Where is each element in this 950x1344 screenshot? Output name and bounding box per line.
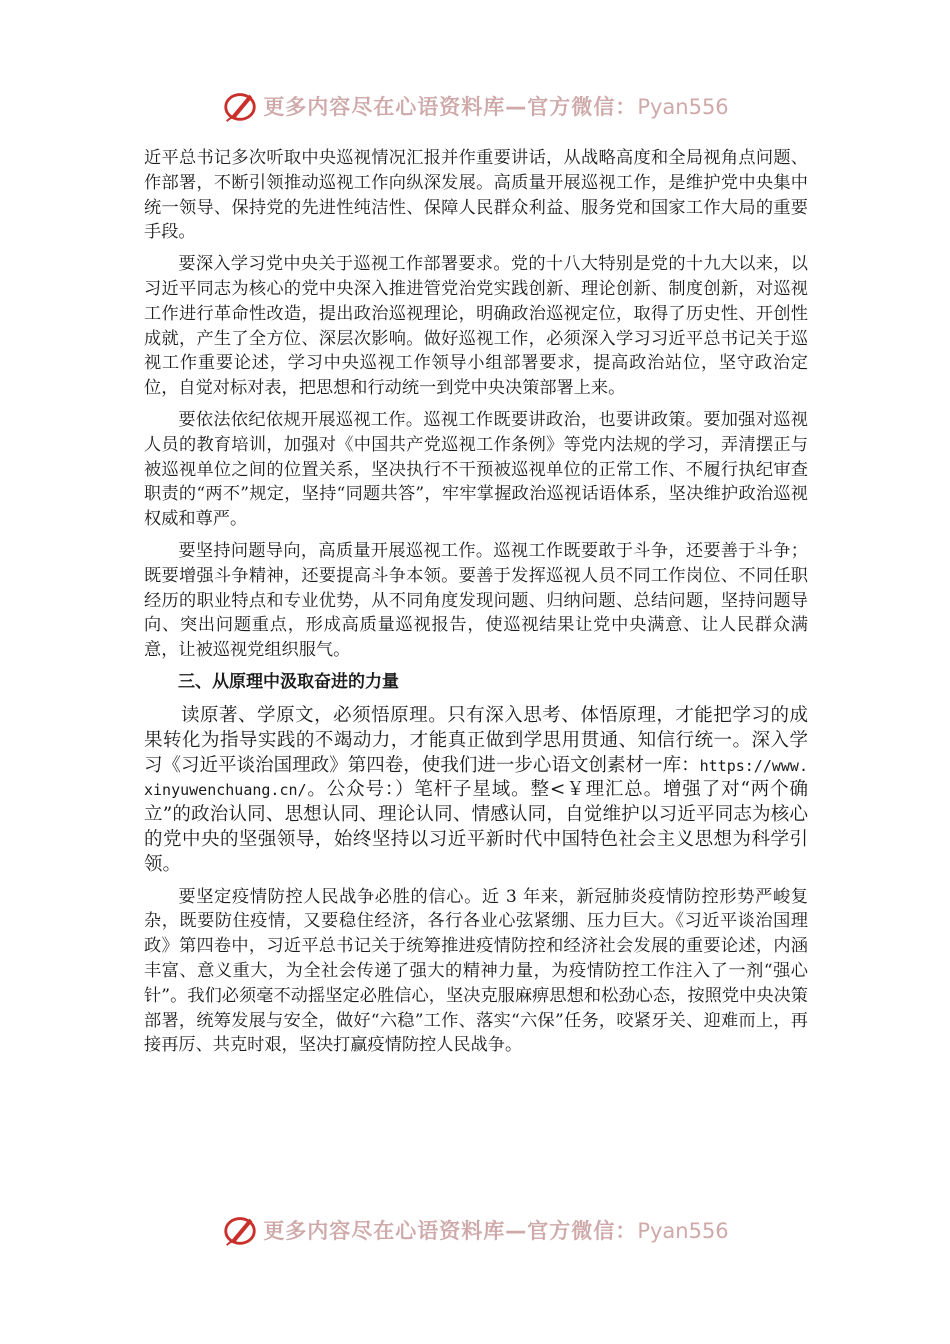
footer-banner bbox=[0, 1208, 950, 1252]
paragraph: 要依法依纪依规开展巡视工作。巡视工作既要讲政治，也要讲政策。要加强对巡视人员的教育培训，加强对《中国共产党巡视工作条例》等党内法规的学习，弄清摆正与被巡视单位之间的位置关系，坚决执行不干预被巡视单位的正常工作、不履行执纪审查职责的“两不”规定，坚持“同题共答”，牢牢掌握政治巡视话语体系，坚决维护政治巡视权威和尊严。 bbox=[144, 409, 808, 530]
paragraph: 要坚定疫情防控人民战争必胜的信心。近 3 年来，新冠肺炎疫情防控形势严峻复杂，既要防住疫情，又要稳住经济，各行各业心弦紧绷、压力巨大。《习近平谈治国理政》第四卷中，习近平总书记关于统筹推进疫情防控和经济社会发展的重要论述，内涵丰富、意义重大，为全社会传递了强大的精神力量，为疫情防控工作注入了一剂“强心针”。我们必须毫不动摇坚定必胜信心，坚决克服麻痹思想和松劲心态，按照党中央决策部署，统筹发展与安全，做好“六稳”工作、落实“六保”任务，咬紧牙关、迎难而上，再接再厉、共克时艰，坚决打赢疫情防控人民战争。 bbox=[144, 886, 808, 1056]
wechat-id: Pyan556 bbox=[637, 95, 729, 119]
footer-banner-text: 更多内容尽在心语资料库—官方微信：Pyan556 bbox=[263, 1219, 729, 1243]
paragraph: 要深入学习党中央关于巡视工作部署要求。党的十八大特别是党的十九大以来，以习近平同志为核心的党中央深入推进管党治党实践创新、理论创新、制度创新，对巡视工作进行革命性改造，提出政治巡视理论，明确政治巡视定位，取得了历史性、开创性成就，产生了全方位、深层次影响。做好巡视工作，必须深入学习习近平总书记关于巡视工作重要论述，学习中央巡视工作领导小组部署要求，提高政治站位，坚守政治定位，自觉对标对表，把思想和行动统一到党中央决策部署上来。 bbox=[144, 254, 808, 399]
paragraph: 读原著、学原文，必须悟原理。只有深入思考、体悟原理，才能把学习的成果转化为指导实践的不竭动力，才能真正做到学思用贯通、知信行统一。深入学习《习近平谈治国理政》第四卷，使我们进一步心语文创素材一库：https://www.xinyuwenchuang.cn/。公众号：）笔杆子星域。整<￥理汇总。增强了对“两个确立”的政治认同、思想认同、理论认同、情感认同，自觉维护以习近平同志为核心的党中央的坚强领导，始终坚持以习近平新时代中国特色社会主义思想为科学引领。 bbox=[144, 704, 808, 875]
quill-logo-icon bbox=[221, 87, 259, 125]
wechat-id: Pyan556 bbox=[637, 1219, 729, 1243]
document-body bbox=[144, 146, 808, 1065]
section-heading: 三、从原理中汲取奋进的力量 bbox=[178, 671, 399, 692]
website-link[interactable]: https://www.xinyuwenchuang.cn/ bbox=[144, 756, 808, 800]
paragraph: 近平总书记多次听取中央巡视情况汇报并作重要讲话，从战略高度和全局视角点问题、作部署，不断引领推动巡视工作向纵深发展。高质量开展巡视工作，是维护党中央集中统一领导、保持党的先进性纯洁性、保障人民群众利益、服务党和国家工作大局的重要手段。 bbox=[144, 148, 808, 243]
header-banner-text: 更多内容尽在心语资料库—官方微信：Pyan556 bbox=[263, 95, 729, 119]
quill-logo-icon bbox=[221, 1211, 259, 1249]
header-banner bbox=[0, 84, 950, 128]
paragraph: 要坚持问题导向，高质量开展巡视工作。巡视工作既要敢于斗争，还要善于斗争；既要增强斗争精神，还要提高斗争本领。要善于发挥巡视人员不同工作岗位、不同任职经历的职业特点和专业优势，从不同角度发现问题、归纳问题、总结问题，坚持问题导向、突出问题重点，形成高质量巡视报告，使巡视结果让党中央满意、让人民群众满意，让被巡视党组织服气。 bbox=[144, 540, 808, 661]
